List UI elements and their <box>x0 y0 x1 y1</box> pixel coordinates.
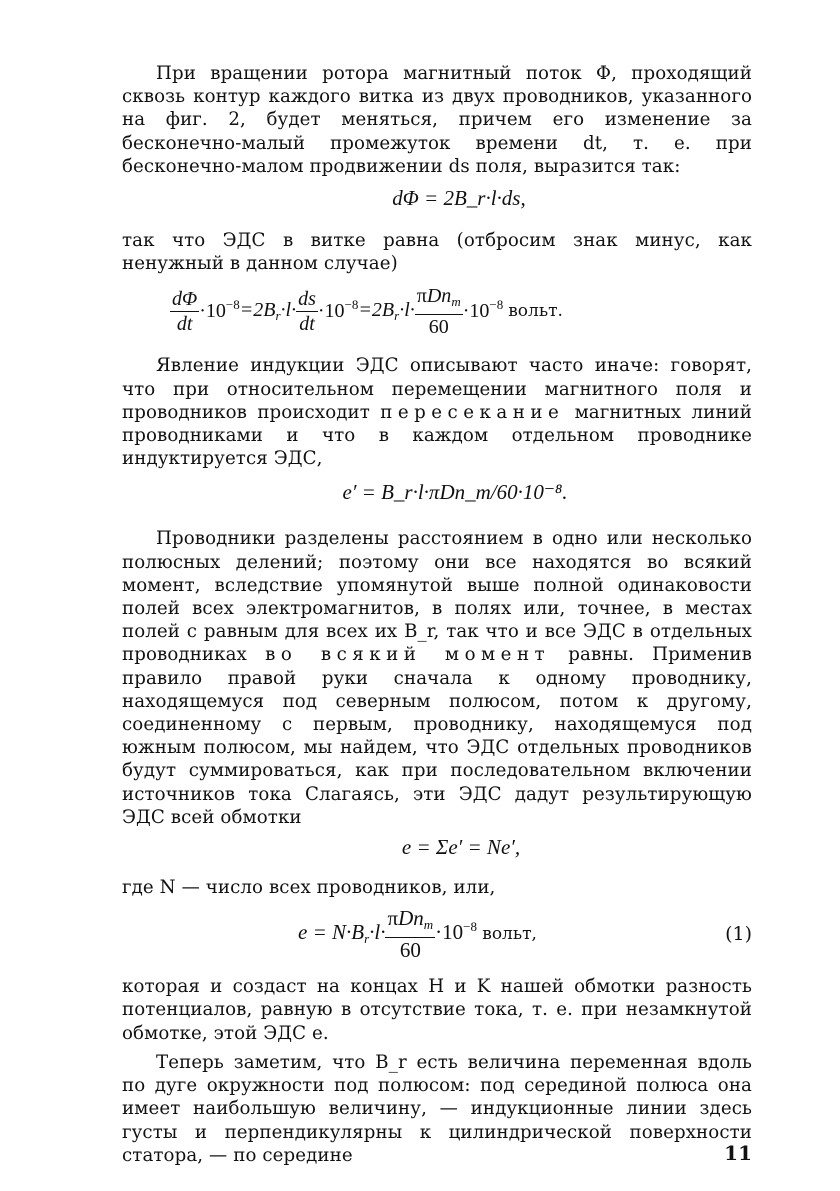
page-number: 11 <box>724 1141 752 1165</box>
paragraph-6: которая и создаст на концах H и K нашей обмотки разность потенциалов, равную в отсутствие тока, т. е. при незамкнутой обмотке, этой ЭДС e. <box>122 976 752 1044</box>
paragraph-5: где N — число всех проводников, или, <box>122 877 496 899</box>
equation-1: $e = N\cdot B_r\cdot l\cdot$ πDn$_m$ 60 $\cdot 10^{-8}$ вольт, (1) <box>298 906 752 963</box>
paragraph-4: Проводники разделены расстоянием в одно или несколько полюсных делений; поэтому они все находятся во всякий момент, вследствие упомянутой выше полной одинаковости полей всех электромагнитов, в полях или, точнее, в местах полей с равным для всех их B_r, так что и все ЭДС в отдельных проводниках во всякий момент равны. Применив правило правой руки сначала к одному проводнику, находящемуся под северным полюсом, потом к другому, соединенному с первым, проводнику, находящемуся под южным полюсом, мы найдем, что ЭДС отдельных проводников будут суммироваться, как при последовательном включении источников тока Слагаясь, эти ЭДС дадут результирующую ЭДС всей обмотки <box>122 528 752 828</box>
paragraph-3: Явление индукции ЭДС описывают часто иначе: говорят, что при относительном перемещении магнитного поля и проводников происходит пересекание магнитных линий проводниками и что в каждом отдельном проводнике индуктируется ЭДС, <box>122 355 752 470</box>
equation-emf-turn: $\frac{d\Phi}{dt}$ $\cdot 10^{-8}=2B_r\cdot l\cdot$ $\frac{ds}{dt}$ $\cdot 10^{-8}=2B_r\cdot l\cdot$ πDn$_m$ 60 $\cdot 10^{-8}$ вольт. <box>172 285 563 339</box>
paragraph-7: Теперь заметим, что B_r есть величина переменная вдоль по дуге окружности под полюсом: под серединой полюса она имеет наибольшую величину, — индукционные линии здесь густы и перпендикулярны к цилиндрической поверхности статора, — по середине <box>122 1051 752 1166</box>
paragraph-2: так что ЭДС в витке равна (отбросим знак минус, как ненужный в данном случае) <box>122 230 752 275</box>
equation-emf-conductor: e′ = B_r·l·πDn_m/60·10⁻⁸. <box>342 480 568 505</box>
unit-volt: вольт. <box>508 301 563 322</box>
paragraph-1: При вращении ротора магнитный поток Φ, проходящий сквозь контур каждого витка из двух проводников, указанного на фиг. 2, будет меняться, причем его изменение за бесконечно-малый промежуток времени dt, т. е. при бесконечно-малом продвижении ds поля, выразится так: <box>122 63 752 177</box>
document-page <box>122 62 752 1167</box>
equation-flux-change: dΦ = 2B_r·l·ds, <box>392 186 526 211</box>
equation-sum-emf: e = Σe′ = Ne′, <box>401 835 521 860</box>
unit-volt-2: вольт, <box>482 924 537 945</box>
equation-number: (1) <box>725 923 752 946</box>
